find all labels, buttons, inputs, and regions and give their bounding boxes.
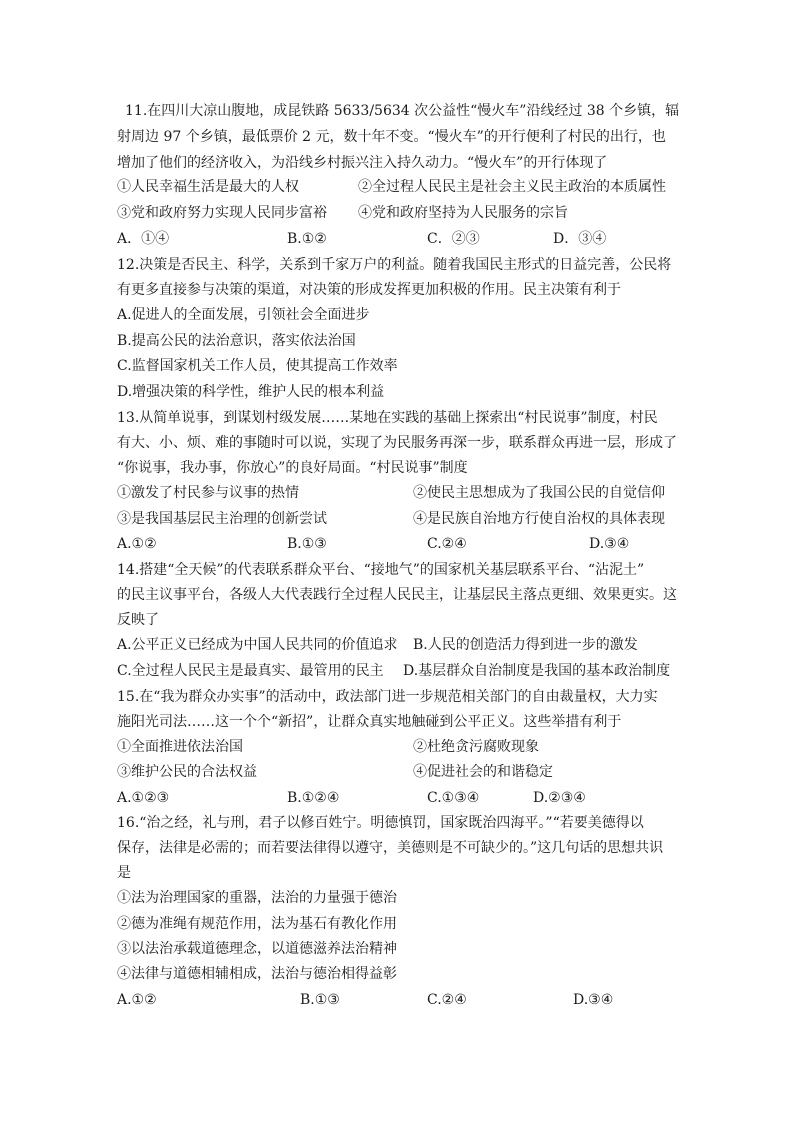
q15-item-3: ③维护公民的合法权益 [117,764,257,780]
q11-item-3: ③党和政府努力实现人民同步富裕 [117,205,327,221]
q16-item-1: ①法为治理国家的重器，法治的力量强于德治 [117,890,397,906]
q11-stem-line3: 增加了他们的经济收入，为沿线乡村振兴注入持久动力。“慢火车”的开行体现了 [117,155,608,171]
q13-item-1: ①激发了村民参与议事的热情 [117,485,299,501]
q13-stem-line3: “你说事，我办事，你放心”的良好局面。“村民说事”制度 [117,460,468,476]
q12-option-c: C.监督国家机关工作人员，使其提高工作效率 [117,358,398,374]
q16-option-d: D.③④ [573,992,614,1008]
q11-option-a: A．①④ [117,231,170,247]
q16-stem-line2: 保存，法律是必需的；而若要法律得以遵守，美德则是不可缺少的。”这几句话的思想共识 [117,840,664,856]
q12-option-a: A.促进人的全面发展，引领社会全面进步 [117,307,370,323]
q12-option-d: D.增强决策的科学性，维护人民的根本利益 [117,384,385,400]
q11-item-2: ②全过程人民民主是社会主义民主政治的本质属性 [358,179,666,195]
q14-option-c: C.全过程人民民主是最真实、最管用的民主 [117,663,384,679]
q14-stem-line2: 的民主议事平台，各级人大代表践行全过程人民民主，让基层民主落点更细、效果更实。这 [117,587,677,603]
q15-stem-line2: 施阳光司法……这一个个“新招”，让群众真实地触碰到公平正义。这些举措有利于 [117,714,622,730]
q15-option-c: C.①③④ [427,790,480,806]
q12-stem-line2: 有更多直接参与决策的渠道，对决策的形成发挥更加积极的作用。民主决策有利于 [117,282,621,298]
q15-option-a: A.①②③ [117,790,170,806]
q16-option-c: C.②④ [427,992,467,1008]
q15-item-2: ②杜绝贪污腐败现象 [413,739,539,755]
q11-item-1: ①人民幸福生活是最大的人权 [117,179,299,195]
q13-item-2: ②使民主思想成为了我国公民的自觉信仰 [413,485,665,501]
q14-stem-line1: 14.搭建“全天候”的代表联系群众平台、“接地气”的国家机关基层联系平台、“沾泥土” [117,562,645,578]
q16-stem-line3: 是 [117,865,131,881]
q13-stem-line2: 有大、小、烦、难的事随时可以说，实现了为民服务再深一步，联系群众再进一层，形成了 [117,435,677,451]
q13-item-4: ④是民族自治地方行使自治权的具体表现 [413,511,665,527]
q15-item-1: ①全面推进依法治国 [117,739,243,755]
q16-option-a: A.①② [117,992,157,1008]
q14-stem-line3: 反映了 [117,612,159,628]
q11-stem-line1: 11.在四川大凉山腹地，成昆铁路 5633/5634 次公益性“慢火车”沿线经过 38 个乡镇，辐 [125,103,680,119]
q16-item-2: ②德为准绳有规范作用，法为基石有教化作用 [117,916,397,932]
q11-option-b: B.①② [287,231,327,247]
q12-stem-line1: 12.决策是否民主、科学，关系到千家万户的利益。随着我国民主形式的日益完善，公民将 [117,257,672,273]
q14-option-a: A.公平正义已经成为中国人民共同的价值追求 [117,637,398,653]
q16-stem-line1: 16.“治之经，礼与刑，君子以修百姓宁。明德慎罚，国家既治四海平。”“若要美德得以 [117,815,644,831]
q14-option-d: D.基层群众自治制度是我国的基本政治制度 [403,663,671,679]
q15-option-d: D.②③④ [533,790,586,806]
q15-option-b: B.①②④ [287,790,340,806]
q14-option-b: B.人民的创造活力得到进一步的激发 [413,637,638,653]
q16-option-b: B.①③ [300,992,340,1008]
q11-option-c: C．②③ [427,231,480,247]
q13-option-a: A.①② [117,536,157,552]
q16-item-3: ③以法治承载道德理念，以道德滋养法治精神 [117,941,397,957]
q13-option-d: D.③④ [589,536,630,552]
q12-option-b: B.提高公民的法治意识，落实依法治国 [117,333,356,349]
q11-option-d: D．③④ [553,231,607,247]
q16-item-4: ④法律与道德相辅相成，法治与德治相得益彰 [117,966,397,982]
q11-stem-line2: 射周边 97 个乡镇，最低票价 2 元，数十年不变。“慢火车”的开行便利了村民的出行，也 [117,129,666,145]
q15-item-4: ④促进社会的和谐稳定 [413,764,553,780]
q13-option-c: C.②④ [427,536,467,552]
q13-stem-line1: 13.从简单说事，到谋划村级发展……某地在实践的基础上探索出“村民说事”制度，村民 [117,410,658,426]
q13-item-3: ③是我国基层民主治理的创新尝试 [117,511,327,527]
q11-item-4: ④党和政府坚持为人民服务的宗旨 [358,205,568,221]
q13-option-b: B.①③ [287,536,327,552]
q15-stem-line1: 15.在“我为群众办实事”的活动中，政法部门进一步规范相关部门的自由裁量权，大力实 [117,689,658,705]
